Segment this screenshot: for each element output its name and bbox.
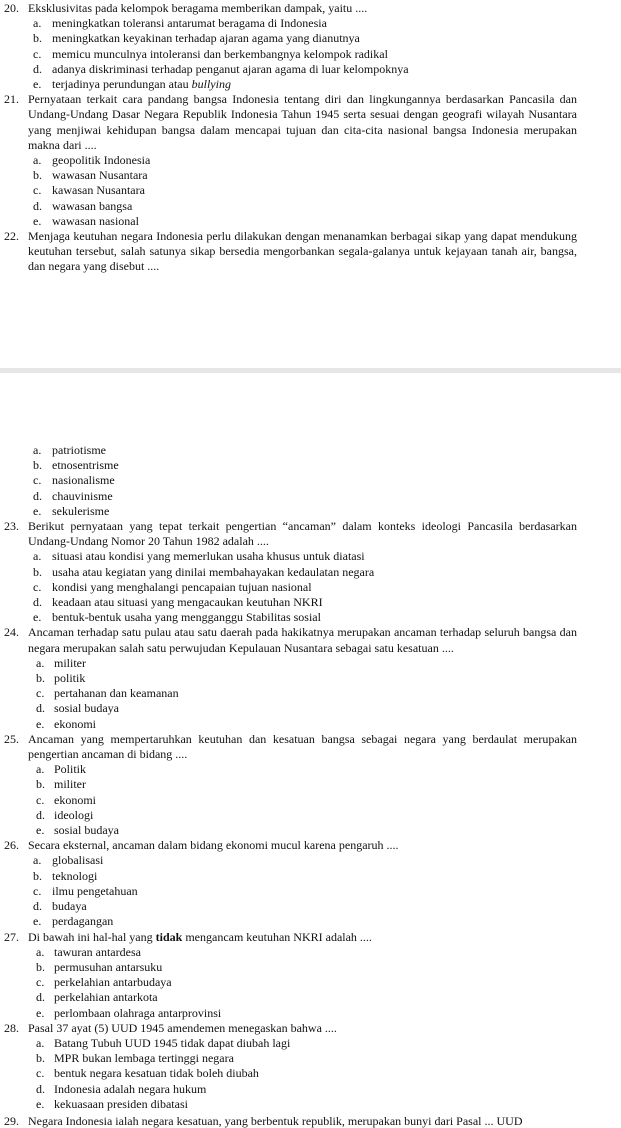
- question-21: [0, 92, 621, 229]
- option-e: [28, 823, 577, 838]
- question-stem: Negara Indonesia ialah negara kesatuan, yang berbentuk republik, merupakan bunyi dari Pasal ... UUD: [28, 1114, 523, 1128]
- option-a: [28, 853, 577, 868]
- option-letter: a.: [33, 853, 42, 868]
- option-a: [28, 153, 577, 168]
- option-a: [28, 762, 577, 777]
- option-text: ideologi: [54, 807, 94, 822]
- option-text: bentuk-bentuk usaha yang mengganggu Stabilitas sosial: [52, 610, 321, 625]
- option-letter: a.: [36, 944, 45, 959]
- option-a: [28, 656, 577, 671]
- option-d: [28, 990, 577, 1005]
- option-b: [28, 777, 577, 792]
- stem-emphasis: tidak: [155, 929, 183, 944]
- option-b: [28, 1051, 577, 1066]
- question-number: 28.: [4, 1020, 19, 1035]
- option-text: perlombaan olahraga antarprovinsi: [54, 1005, 222, 1020]
- option-c: [28, 1066, 577, 1081]
- option-letter: e.: [36, 716, 45, 731]
- option-italic-term: bullying: [191, 77, 231, 92]
- option-text: etnosentrisme: [52, 458, 119, 473]
- option-text: terjadinya perundungan atau: [52, 77, 192, 92]
- question-number: 27.: [4, 929, 19, 944]
- option-text: perkelahian antarkota: [54, 990, 158, 1005]
- stem-part: mengancam keutuhan NKRI adalah ....: [182, 929, 372, 944]
- option-letter: b.: [33, 458, 42, 473]
- option-b: [28, 458, 577, 473]
- option-text: sosial budaya: [54, 701, 119, 716]
- option-d: [28, 1082, 577, 1097]
- option-letter: b.: [33, 868, 42, 883]
- option-d: [28, 899, 577, 914]
- option-c: [28, 884, 577, 899]
- question-stem: Menjaga keutuhan negara Indonesia perlu dilakukan dengan menanamkan berbagai sikap yang dapat mendukung keutuhan tersebut, salah satunya sikap bersedia mengorbankan segala-galanya untuk kejayaan tanah air, bangsa, dan negara yang disebut ....: [28, 229, 577, 274]
- option-text: perkelahian antarbudaya: [54, 975, 172, 990]
- option-letter: b.: [36, 671, 45, 686]
- option-d: [28, 808, 577, 823]
- option-letter: a.: [36, 1035, 45, 1050]
- option-letter: d.: [36, 990, 45, 1005]
- question-number: 24.: [4, 625, 19, 640]
- option-letter: b.: [36, 1051, 45, 1066]
- option-d: [28, 62, 577, 77]
- option-e: [28, 214, 577, 229]
- option-text: Batang Tubuh UUD 1945 tidak dapat diubah lagi: [54, 1035, 291, 1050]
- question-26: [0, 838, 621, 929]
- option-c: [28, 47, 577, 62]
- question-22-options: [0, 443, 621, 519]
- option-b: [28, 565, 577, 580]
- option-letter: e.: [33, 77, 42, 92]
- option-text: Indonesia adalah negara hukum: [54, 1081, 207, 1096]
- option-e: [28, 1006, 577, 1021]
- option-letter: d.: [36, 1081, 45, 1096]
- option-text: kondisi yang menghalangi pencapaian tujuan nasional: [52, 579, 312, 594]
- option-text: permusuhan antarsuku: [54, 959, 163, 974]
- option-letter: a.: [33, 443, 42, 457]
- option-text: usaha atau kegiatan yang dinilai membahayakan kedaulatan negara: [52, 564, 375, 579]
- option-letter: e.: [36, 1005, 45, 1020]
- option-text: ekonomi: [54, 716, 96, 731]
- option-letter: c.: [36, 686, 45, 701]
- option-letter: d.: [33, 899, 42, 914]
- option-e: [28, 717, 577, 732]
- option-text: militer: [54, 777, 86, 792]
- question-25: [0, 732, 621, 838]
- option-c: [28, 793, 577, 808]
- question-number: 21.: [4, 92, 19, 107]
- question-20: [0, 1, 621, 92]
- question-stem: Pasal 37 ayat (5) UUD 1945 amendemen menegaskan bahwa ....: [28, 1020, 337, 1035]
- question-stem: Ancaman yang mempertaruhkan keutuhan dan kesatuan bangsa sebagai negara yang berdaulat merupakan pengertian ancaman di bidang ....: [28, 731, 577, 762]
- question-22: [0, 229, 621, 275]
- option-text: meningkatkan toleransi antarumat beragama di Indonesia: [52, 16, 327, 31]
- option-text: geopolitik Indonesia: [52, 153, 151, 168]
- option-letter: e.: [33, 914, 42, 929]
- option-letter: a.: [33, 153, 42, 168]
- option-text: kekuasaan presiden dibatasi: [54, 1096, 188, 1111]
- option-letter: d.: [33, 488, 42, 503]
- option-e: [28, 610, 577, 625]
- option-letter: a.: [36, 655, 45, 670]
- option-c: [28, 183, 577, 198]
- question-23: [0, 519, 621, 625]
- option-letter: c.: [33, 46, 42, 61]
- option-letter: a.: [36, 762, 45, 777]
- option-d: [28, 701, 577, 716]
- option-letter: d.: [33, 595, 42, 610]
- option-a: [28, 16, 577, 31]
- option-text: keadaan atau situasi yang mengacaukan keutuhan NKRI: [52, 595, 323, 610]
- option-text: ilmu pengetahuan: [52, 883, 138, 898]
- option-letter: c.: [36, 975, 45, 990]
- option-letter: e.: [33, 610, 42, 625]
- option-b: [28, 869, 577, 884]
- question-24: [0, 625, 621, 731]
- option-letter: a.: [33, 16, 42, 31]
- option-c: [28, 686, 577, 701]
- option-text: sekulerisme: [52, 503, 110, 518]
- option-letter: b.: [36, 777, 45, 792]
- option-d: [28, 199, 577, 214]
- option-a: [28, 945, 577, 960]
- option-text: memicu munculnya intoleransi dan berkembangnya kelompok radikal: [52, 46, 388, 61]
- option-text: Politik: [54, 762, 87, 777]
- question-number: 23.: [4, 519, 19, 534]
- option-text: MPR bukan lembaga tertinggi negara: [54, 1051, 234, 1066]
- page-top: [0, 1, 621, 275]
- question-stem: Pernyataan terkait cara pandang bangsa Indonesia tentang diri dan lingkungannya berdasarkan Pancasila dan Undang-Undang Dasar Negara Republik Indonesia Tahun 1945 serta sesuai dengan geografi wilayah Nusantara yang menjiwai kehidupan bangsa dalam mencapai tujuan dan cita-cita nasional bangsa Indonesia merupakan makna dari ....: [28, 92, 577, 152]
- option-d: [28, 595, 577, 610]
- option-text: wawasan bangsa: [52, 198, 133, 213]
- option-text: nasionalisme: [52, 473, 115, 488]
- option-e: [28, 914, 577, 929]
- option-c: [28, 580, 577, 595]
- question-number: 25.: [4, 731, 19, 746]
- option-text: sosial budaya: [54, 823, 119, 838]
- option-a: [28, 549, 577, 564]
- option-letter: d.: [33, 198, 42, 213]
- option-letter: c.: [33, 473, 42, 488]
- option-text: bentuk negara kesatuan tidak boleh diubah: [54, 1066, 259, 1081]
- question-number: 20.: [4, 1, 19, 15]
- option-b: [28, 168, 577, 183]
- question-number: 29.: [4, 1114, 19, 1128]
- option-text: teknologi: [52, 868, 98, 883]
- option-text: patriotisme: [52, 443, 106, 457]
- option-text: budaya: [52, 899, 87, 914]
- option-e: [28, 1097, 577, 1112]
- option-e: [28, 504, 577, 519]
- question-27: [0, 930, 621, 1021]
- option-letter: e.: [33, 503, 42, 518]
- option-letter: b.: [36, 959, 45, 974]
- option-letter: b.: [33, 168, 42, 183]
- option-letter: e.: [36, 1096, 45, 1111]
- option-text: wawasan Nusantara: [52, 168, 148, 183]
- option-text: politik: [54, 671, 86, 686]
- question-29-cut-off: [0, 1114, 621, 1128]
- question-stem: Berikut pernyataan yang tepat terkait pengertian “ancaman” dalam konteks ideologi Pancasila berdasarkan Undang-Undang Nomor 20 Tahun 1982 adalah ....: [28, 519, 577, 549]
- option-text: ekonomi: [54, 792, 96, 807]
- option-text: chauvinisme: [52, 488, 113, 503]
- option-letter: a.: [33, 549, 42, 564]
- option-text: pertahanan dan keamanan: [54, 686, 179, 701]
- option-text: adanya diskriminasi terhadap penganut ajaran agama di luar kelompoknya: [52, 61, 409, 76]
- page-bottom: [0, 443, 621, 1112]
- question-stem: Secara eksternal, ancaman dalam bidang ekonomi mucul karena pengaruh ....: [28, 838, 399, 853]
- option-b: [28, 671, 577, 686]
- option-text: meningkatkan keyakinan terhadap ajaran agama yang dianutnya: [52, 31, 360, 46]
- stem-part: Di bawah ini hal-hal yang: [28, 929, 156, 944]
- question-stem: Ancaman terhadap satu pulau atau satu daerah pada hakikatnya merupakan ancaman terhadap seluruh bangsa dan negara merupakan salah satu perwujudan Kepulauan Nusantara sebagai satu kesatuan ....: [28, 625, 577, 655]
- option-letter: b.: [33, 564, 42, 579]
- question-28: [0, 1021, 621, 1112]
- question-number: 26.: [4, 838, 19, 853]
- option-text: wawasan nasional: [52, 213, 139, 228]
- page-break-divider: [0, 368, 621, 373]
- option-a: [28, 443, 577, 458]
- option-e: [28, 77, 577, 92]
- option-d: [28, 489, 577, 504]
- question-number: 22.: [4, 229, 19, 244]
- option-letter: c.: [33, 883, 42, 898]
- option-b: [28, 31, 577, 46]
- option-c: [28, 975, 577, 990]
- option-text: situasi atau kondisi yang memerlukan usaha khusus untuk diatasi: [52, 549, 365, 564]
- option-text: kawasan Nusantara: [52, 183, 145, 198]
- option-letter: e.: [33, 213, 42, 228]
- option-text: globalisasi: [52, 853, 104, 868]
- option-letter: c.: [33, 579, 42, 594]
- option-letter: c.: [36, 1066, 45, 1081]
- option-letter: c.: [33, 183, 42, 198]
- option-letter: c.: [36, 792, 45, 807]
- option-text: militer: [54, 655, 86, 670]
- option-b: [28, 960, 577, 975]
- question-stem: [28, 930, 577, 945]
- option-c: [28, 473, 577, 488]
- option-letter: d.: [36, 701, 45, 716]
- option-letter: b.: [33, 31, 42, 46]
- question-stem: Eksklusivitas pada kelompok beragama memberikan dampak, yaitu ....: [28, 1, 368, 15]
- option-letter: e.: [36, 823, 45, 838]
- option-letter: d.: [33, 61, 42, 76]
- option-a: [28, 1036, 577, 1051]
- option-text: perdagangan: [52, 914, 114, 929]
- option-text: tawuran antardesa: [54, 944, 141, 959]
- option-letter: d.: [36, 807, 45, 822]
